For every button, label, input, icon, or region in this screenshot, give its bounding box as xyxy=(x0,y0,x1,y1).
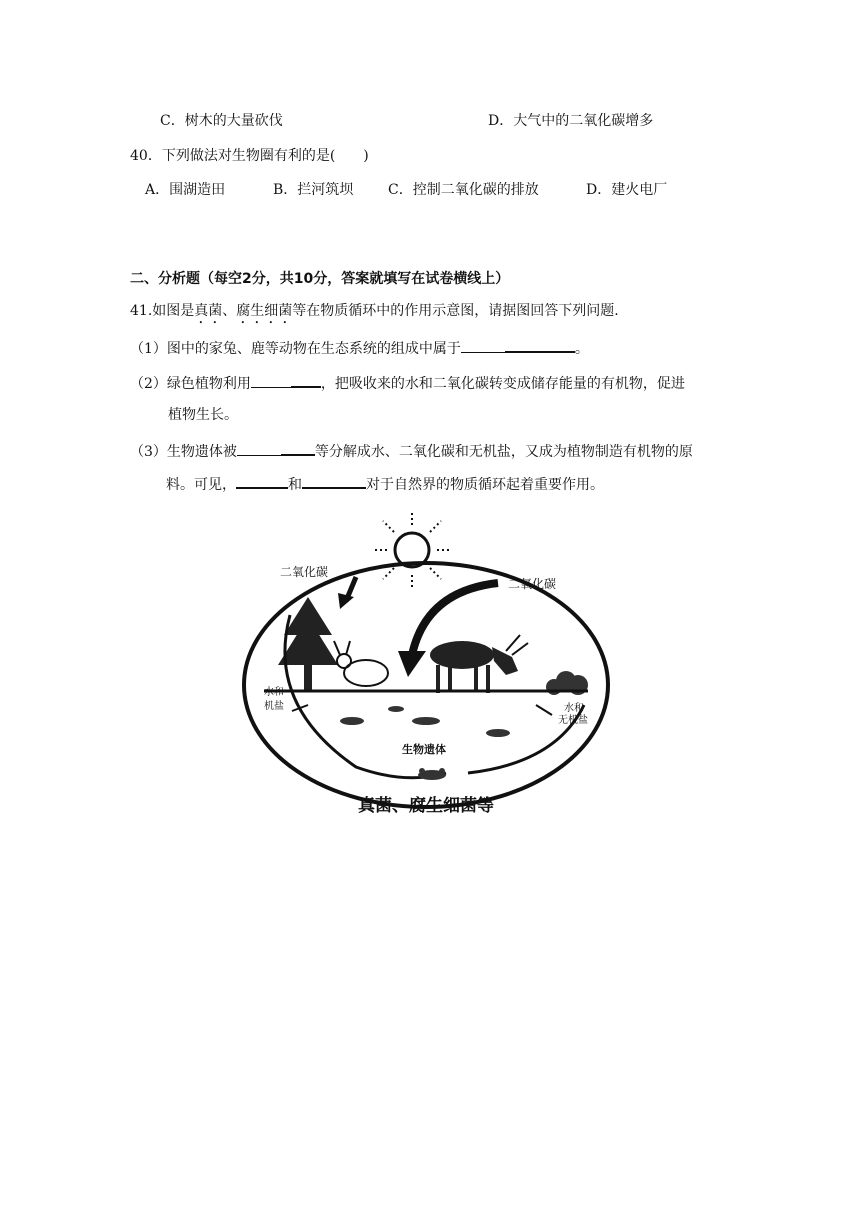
co2-right-label: 二氧化碳 xyxy=(508,577,557,591)
section-heading xyxy=(130,269,509,289)
q41-part3-text-d: 和 xyxy=(288,477,302,493)
q41-part3-blank-c[interactable] xyxy=(236,473,288,489)
q41-stem xyxy=(130,301,619,327)
q40-option-b xyxy=(273,180,353,200)
q39-option-c xyxy=(160,111,283,131)
decomposers-icon xyxy=(418,768,446,780)
sun-icon xyxy=(373,511,451,587)
q40-option-d-text: D．建火电厂 xyxy=(586,182,668,198)
diagram-caption: 真菌、腐生细菌等 xyxy=(358,796,494,816)
water-salt-right-2: 无机盐 xyxy=(558,715,588,726)
water-salt-left-2: 机盐 xyxy=(264,701,284,712)
q41-part2-text-c: 植物生长。 xyxy=(168,407,238,423)
section-heading-text: 二、分析题（每空2分，共10分，答案就填写在试卷横线上） xyxy=(130,271,510,287)
co2-right-arrowhead xyxy=(398,651,426,677)
q41-stem-prefix: 41.如图是 xyxy=(130,303,195,319)
q41-part3-blank-b[interactable] xyxy=(281,440,315,456)
water-salt-right-1: 水和 xyxy=(564,703,584,714)
remains-icons xyxy=(340,706,510,737)
q41-stem-suffix: 等在物质循环中的作用示意图，请据图回答下列问题. xyxy=(292,303,619,319)
q41-part3-text-c: 料。可见， xyxy=(166,477,236,493)
q41-part1 xyxy=(130,337,589,359)
q40-option-a-text: A．围湖造田 xyxy=(145,182,226,198)
q41-part2-text-a: （2）绿色植物利用 xyxy=(130,376,251,392)
q41-part2-cont xyxy=(168,405,238,425)
q41-stem-emphasis: 真菌、腐生细菌 xyxy=(194,303,293,319)
q41-part1-text: （1）图中的家兔、鹿等动物在生态系统的组成中属于 xyxy=(130,341,461,357)
q40-stem-text: 40．下列做法对生物圈有利的是( ) xyxy=(130,148,369,164)
q41-part2-blank-a[interactable] xyxy=(251,373,291,388)
arrow-to-salts-right xyxy=(536,705,552,715)
q41-part3-blank-d[interactable] xyxy=(302,473,366,489)
co2-left-label: 二氧化碳 xyxy=(280,565,329,579)
q39-option-c-text: C．树木的大量砍伐 xyxy=(160,113,283,129)
rabbit-icon xyxy=(334,641,388,686)
remains-label: 生物遗体 xyxy=(402,743,446,756)
q41-part1-end: 。 xyxy=(574,341,589,357)
water-salt-left-1: 水和 xyxy=(264,687,284,698)
q41-part2-blank-b[interactable] xyxy=(291,372,321,388)
q41-part3-text-a: （3）生物遗体被 xyxy=(130,444,237,460)
q40-option-c xyxy=(388,180,539,200)
q41-part1-blank-a[interactable] xyxy=(461,338,505,353)
material-cycle-diagram xyxy=(236,505,616,830)
q41-part3-blank-a[interactable] xyxy=(237,441,281,456)
q41-part2 xyxy=(130,372,685,394)
q39-option-d xyxy=(488,111,653,131)
q40-option-c-text: C．控制二氧化碳的排放 xyxy=(388,182,539,198)
q41-part2-text-b: ，把吸收来的水和二氧化碳转变成储存能量的有机物，促进 xyxy=(320,376,685,392)
q41-part3 xyxy=(130,440,693,462)
q41-part3-cont xyxy=(166,473,604,495)
q40-option-b-text: B．拦河筑坝 xyxy=(273,182,354,198)
q41-part3-text-e: 对于自然界的物质循环起着重要作用。 xyxy=(366,477,604,493)
q41-part1-blank-b[interactable] xyxy=(505,337,575,353)
co2-left-arrowhead xyxy=(338,593,354,609)
deer-icon xyxy=(430,635,528,693)
q40-option-a xyxy=(145,180,225,200)
q40-option-d xyxy=(586,180,667,200)
q40-stem xyxy=(130,146,369,166)
q39-option-d-text: D．大气中的二氧化碳增多 xyxy=(488,113,654,129)
q41-part3-text-b: 等分解成水、二氧化碳和无机盐，又成为植物制造有机物的原 xyxy=(314,444,693,460)
